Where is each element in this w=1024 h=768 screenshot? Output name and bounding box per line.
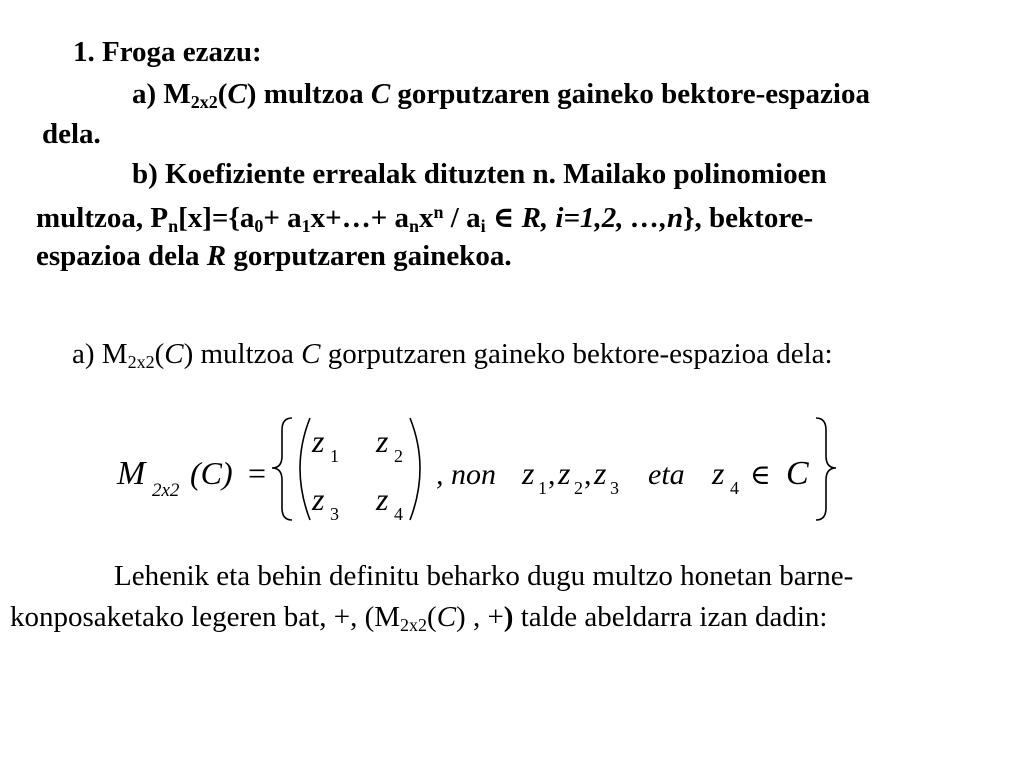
- formula-M: M: [117, 455, 146, 492]
- exercise-part-b-line2: multzoa, $P_n[x]=\{a_0+$ $a_1x+\dots+ a_nx^n / a_i$ ∈ R, i=1,2, …,n}, bektore-: [36, 202, 814, 236]
- cond-z3-index: 3: [610, 478, 619, 498]
- formula-eta: eta: [648, 458, 685, 491]
- cond-comma-2: ,: [584, 458, 592, 491]
- exercise-part-a-cont: dela.: [42, 118, 101, 150]
- cond-z2-index: 2: [574, 478, 583, 498]
- cond-z1: z: [522, 455, 535, 491]
- element-of-icon: ∈: [750, 460, 771, 491]
- formula-C: C: [786, 455, 809, 492]
- matrix-z1: z: [312, 423, 325, 459]
- cond-z4-index: 4: [730, 478, 739, 498]
- cond-z4: z: [712, 455, 725, 491]
- formula-non: , non: [436, 458, 496, 491]
- formula-equals: =: [248, 455, 267, 491]
- matrix-z3-index: 3: [330, 504, 339, 524]
- formula-M-sub: 2x2: [152, 480, 180, 501]
- matrix-z1-index: 1: [330, 446, 339, 466]
- matrix-right-paren-icon: [410, 418, 420, 520]
- matrix-z3: z: [312, 481, 325, 517]
- exercise-part-a: a) $M_{2x2}(C)$ multzoa C gorputzaren gaineko bektore-espazioa: [132, 78, 870, 112]
- matrix-z2: z: [376, 423, 389, 459]
- formula-lhs-arg: (C): [190, 455, 233, 491]
- cond-z3: z: [594, 455, 607, 491]
- matrix-z4-index: 4: [394, 504, 403, 524]
- cond-comma-1: ,: [548, 458, 556, 491]
- right-brace-icon: [816, 418, 836, 520]
- section-a-heading: a) $M_{2x2}(C)$ multzoa C gorputzaren gaineko bektore-espazioa dela:: [72, 338, 833, 372]
- cond-z2: z: [558, 455, 571, 491]
- left-brace-icon: [272, 418, 292, 520]
- cond-z1-index: 1: [538, 478, 547, 498]
- matrix-z2-index: 2: [394, 446, 403, 466]
- paragraph-line1: Lehenik eta behin definitu beharko dugu multzo honetan barne-: [114, 560, 854, 592]
- paragraph-line2: konposaketako legeren bat, +, ($M_{2x2}(C)$ , +) talde abeldarra izan dadin:: [10, 601, 828, 635]
- exercise-part-b-line1: b) Koefiziente errealak dituzten n. Mailako polinomioen: [132, 158, 827, 190]
- exercise-title: 1. Froga ezazu:: [73, 36, 262, 68]
- matrix-left-paren-icon: [300, 418, 310, 520]
- matrix-z4: z: [376, 481, 389, 517]
- exercise-part-b-line3: espazioa dela R gorputzaren gainekoa.: [36, 240, 512, 272]
